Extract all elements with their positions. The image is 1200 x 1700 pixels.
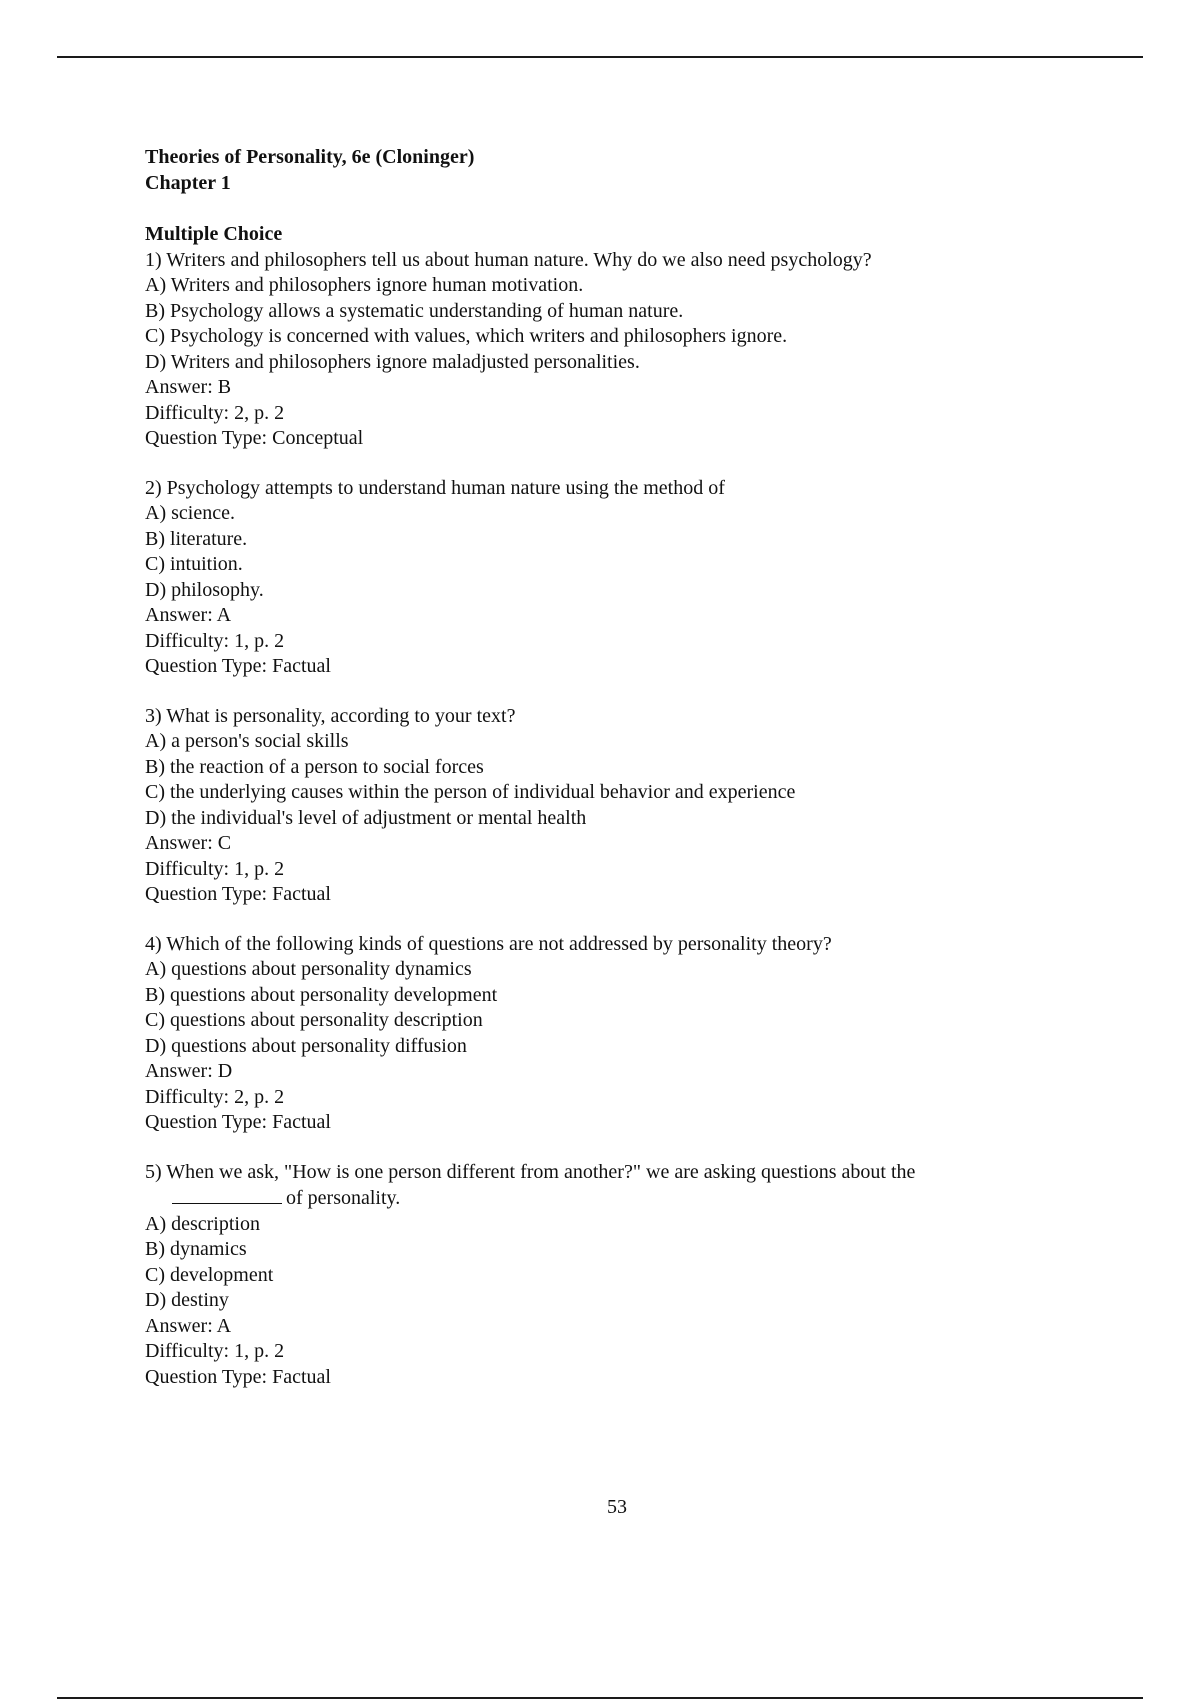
answer-option: D) Writers and philosophers ignore maladjusted personalities.	[145, 350, 640, 373]
question-type: Question Type: Factual	[145, 883, 331, 905]
answer-option: A) a person's social skills	[145, 730, 349, 752]
answer-option: B) questions about personality development	[145, 983, 498, 1006]
fill-in-blank	[172, 1185, 282, 1204]
difficulty: Difficulty: 2, p. 2	[145, 401, 285, 424]
answer-key: Answer: A	[145, 1314, 232, 1337]
answer-option: C) Psychology is concerned with values, which writers and philosophers ignore.	[145, 325, 788, 347]
difficulty: Difficulty: 1, p. 2	[145, 1340, 285, 1362]
page-number: 53	[607, 1496, 627, 1518]
answer-option: C) intuition.	[145, 553, 243, 575]
chapter-heading: Chapter 1	[145, 171, 231, 194]
section-title: Multiple Choice	[145, 223, 283, 245]
question-prompt: 4) Which of the following kinds of questions are not addressed by personality theory?	[145, 932, 832, 955]
answer-key: Answer: C	[145, 832, 232, 854]
answer-option: C) questions about personality description	[145, 1009, 483, 1031]
question-block	[145, 248, 1045, 452]
question-type: Question Type: Factual	[145, 655, 331, 677]
question-prompt: 2) Psychology attempts to understand human nature using the method of	[145, 476, 725, 499]
answer-option: A) description	[145, 1212, 260, 1235]
difficulty: Difficulty: 1, p. 2	[145, 629, 285, 652]
question-type: Question Type: Conceptual	[145, 427, 364, 449]
answer-option: C) development	[145, 1263, 274, 1286]
question-type: Question Type: Factual	[145, 1111, 331, 1133]
book-title: Theories of Personality, 6e (Cloninger)	[145, 146, 475, 168]
prompt-continuation-text: of personality.	[286, 1187, 401, 1209]
answer-option: B) literature.	[145, 527, 248, 550]
answer-option: C) the underlying causes within the person of individual behavior and experience	[145, 781, 796, 803]
question-prompt: 1) Writers and philosophers tell us about human nature. Why do we also need psychology?	[145, 248, 872, 271]
answer-option: A) science.	[145, 502, 235, 524]
question-prompt-continuation	[145, 1185, 1045, 1212]
answer-option: A) questions about personality dynamics	[145, 958, 472, 980]
answer-key: Answer: B	[145, 376, 232, 398]
bottom-rule	[57, 1697, 1143, 1699]
answer-option: D) philosophy.	[145, 578, 264, 601]
document-body	[145, 145, 1045, 1390]
question-block	[145, 932, 1045, 1136]
difficulty: Difficulty: 1, p. 2	[145, 857, 285, 880]
top-rule	[57, 56, 1143, 58]
question-block	[145, 704, 1045, 908]
question-block	[145, 1160, 1045, 1391]
question-block	[145, 476, 1045, 680]
answer-option: B) the reaction of a person to social forces	[145, 755, 484, 778]
answer-key: Answer: A	[145, 604, 232, 626]
answer-key: Answer: D	[145, 1060, 233, 1082]
answer-option: D) the individual's level of adjustment or mental health	[145, 806, 587, 829]
answer-option: B) Psychology allows a systematic understanding of human nature.	[145, 299, 684, 322]
difficulty: Difficulty: 2, p. 2	[145, 1085, 285, 1108]
answer-option: B) dynamics	[145, 1238, 247, 1260]
answer-option: A) Writers and philosophers ignore human motivation.	[145, 274, 584, 296]
answer-option: D) questions about personality diffusion	[145, 1034, 467, 1057]
question-prompt: 5) When we ask, "How is one person different from another?" we are asking questions about the	[145, 1160, 916, 1183]
answer-option: D) destiny	[145, 1289, 229, 1311]
question-type: Question Type: Factual	[145, 1365, 331, 1388]
question-prompt: 3) What is personality, according to your text?	[145, 704, 516, 727]
